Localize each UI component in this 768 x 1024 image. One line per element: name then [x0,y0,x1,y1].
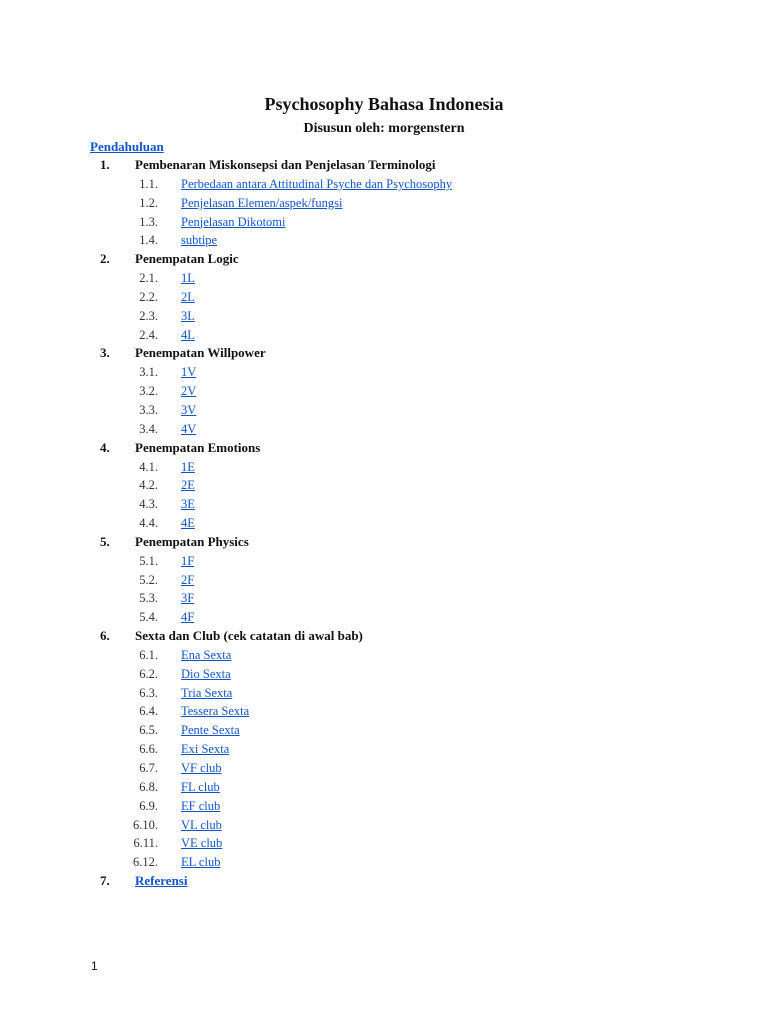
subitem-link[interactable]: VE club [181,836,223,851]
subitem-number: 5.3. [139,591,158,606]
subitem-link[interactable]: Perbedaan antara Attitudinal Psyche dan Psychosophy [181,176,453,191]
subitem-link[interactable]: 2F [181,572,195,587]
subitem-link[interactable]: 2E [181,478,195,493]
toc-subitem [0,213,768,232]
toc-subitem [0,401,768,420]
subitem-link[interactable]: 1F [181,553,195,568]
toc-subitem [0,702,768,721]
toc-subitem [0,420,768,439]
subitem-link[interactable]: EL club [181,855,221,870]
toc-subitem [0,571,768,590]
subitem-number: 4.2. [139,478,158,493]
toc-subitem [0,514,768,533]
toc-subitem [0,231,768,250]
subitem-number: 5.1. [139,553,158,568]
subitem-number: 6.7. [139,761,158,775]
subitem-number: 2.4. [139,327,158,342]
toc-subitem [0,646,768,665]
subitem-link[interactable]: VF club [181,761,222,775]
toc-chapter [0,156,768,175]
subitem-number: 4.1. [139,459,158,474]
chapter-title: Penempatan Physics [135,533,249,549]
chapter-title: Penempatan Emotions [135,439,261,455]
toc-subitem [0,476,768,495]
subitem-number: 1.1. [139,176,158,191]
subitem-link[interactable]: 1L [181,271,195,286]
subitem-number: 6.9. [139,798,158,813]
chapter-number: 7. [100,873,110,889]
subitem-number: 1.4. [139,233,158,248]
toc-chapter [0,250,768,269]
subitem-number: 2.3. [139,308,158,323]
subitem-number: 6.10. [133,817,158,832]
subitem-number: 2.2. [139,289,158,304]
toc-subitem [0,834,768,853]
subitem-number: 6.11. [133,836,158,851]
toc-subitem [0,740,768,759]
toc-chapter [0,872,768,891]
toc-subitem [0,684,768,703]
subitem-link[interactable]: 1E [181,459,195,474]
subitem-link[interactable]: 3V [181,402,197,417]
chapter-title: Penempatan Logic [135,251,239,267]
subitem-link[interactable]: 2V [181,384,197,399]
toc-subitem [0,194,768,213]
subitem-number: 6.1. [139,647,158,662]
author-line: Disusun oleh: morgenstern [303,121,465,136]
toc-chapter [0,439,768,458]
subitem-link[interactable]: Pente Sexta [181,723,240,738]
chapter-title: Sexta dan Club (cek catatan di awal bab) [135,628,363,644]
subitem-link[interactable]: VL club [181,817,222,832]
toc-subitem [0,175,768,194]
toc-subitem [0,326,768,345]
toc-subitem [0,778,768,797]
toc-subitem [0,495,768,514]
toc-subitem [0,363,768,382]
subitem-number: 3.4. [139,421,158,436]
chapter-number: 5. [100,533,110,549]
subitem-number: 4.4. [139,516,158,531]
subitem-link[interactable]: Tessera Sexta [181,704,250,719]
subitem-link[interactable]: 2L [181,289,195,304]
subitem-link[interactable]: Penjelasan Dikotomi [181,214,286,229]
chapter-number: 3. [100,345,110,361]
chapter-title: Pembenaran Miskonsepsi dan Penjelasan Terminologi [135,157,436,172]
subitem-number: 1.2. [139,195,158,210]
toc-subitem [0,853,768,872]
chapter-title: Penempatan Willpower [135,345,266,361]
subitem-link[interactable]: 1V [181,365,197,380]
toc-subitem [0,608,768,627]
subitem-number: 6.8. [139,779,158,794]
toc-subitem [0,458,768,477]
page-number: 1 [91,959,98,973]
subitem-number: 5.2. [139,572,158,587]
subitem-link[interactable]: Dio Sexta [181,666,231,681]
toc-subitem [0,665,768,684]
subitem-link[interactable]: Tria Sexta [181,685,233,700]
subitem-number: 6.12. [133,855,158,870]
table-of-contents [0,156,768,891]
subitem-number: 6.2. [139,666,158,681]
toc-subitem [0,552,768,571]
subitem-link[interactable]: 3L [181,308,195,323]
document-title: Psychosophy Bahasa Indonesia [264,94,504,114]
subitem-link[interactable]: Exi Sexta [181,742,230,757]
toc-subitem [0,816,768,835]
chapter-number: 6. [100,628,110,644]
toc-subitem [0,288,768,307]
chapter-number: 4. [100,439,110,455]
subitem-number: 6.5. [139,723,158,738]
subitem-number: 6.4. [139,704,158,719]
toc-subitem [0,797,768,816]
toc-chapter [0,533,768,552]
toc-chapter [0,627,768,646]
subitem-link[interactable]: 4E [181,516,195,531]
subitem-number: 6.3. [139,685,158,700]
intro-link[interactable]: Pendahuluan [90,139,164,154]
subitem-number: 4.3. [139,497,158,512]
subitem-link[interactable]: 3E [181,497,195,512]
subitem-number: 5.4. [139,610,158,625]
toc-subitem [0,721,768,740]
subitem-link[interactable]: subtipe [181,233,218,248]
chapter-number: 1. [100,157,110,172]
subitem-number: 2.1. [139,271,158,286]
toc-chapter [0,344,768,363]
subitem-link[interactable]: 4V [181,421,197,436]
toc-subitem [0,269,768,288]
subitem-link[interactable]: 4F [181,610,195,625]
toc-subitem [0,307,768,326]
subitem-link[interactable]: Penjelasan Elemen/aspek/fungsi [181,195,343,210]
toc-subitem [0,759,768,778]
chapter-number: 2. [100,251,110,267]
subitem-number: 1.3. [139,214,158,229]
toc-subitem [0,589,768,608]
subitem-link[interactable]: Ena Sexta [181,647,232,662]
subitem-link[interactable]: 4L [181,327,195,342]
subitem-link[interactable]: EF club [181,798,221,813]
subitem-number: 3.3. [139,402,158,417]
subitem-link[interactable]: FL club [181,779,220,794]
toc-subitem [0,382,768,401]
subitem-number: 3.2. [139,384,158,399]
subitem-link[interactable]: 3F [181,591,195,606]
subitem-number: 6.6. [139,742,158,757]
subitem-number: 3.1. [139,365,158,380]
chapter-title-link[interactable]: Referensi [135,873,188,889]
